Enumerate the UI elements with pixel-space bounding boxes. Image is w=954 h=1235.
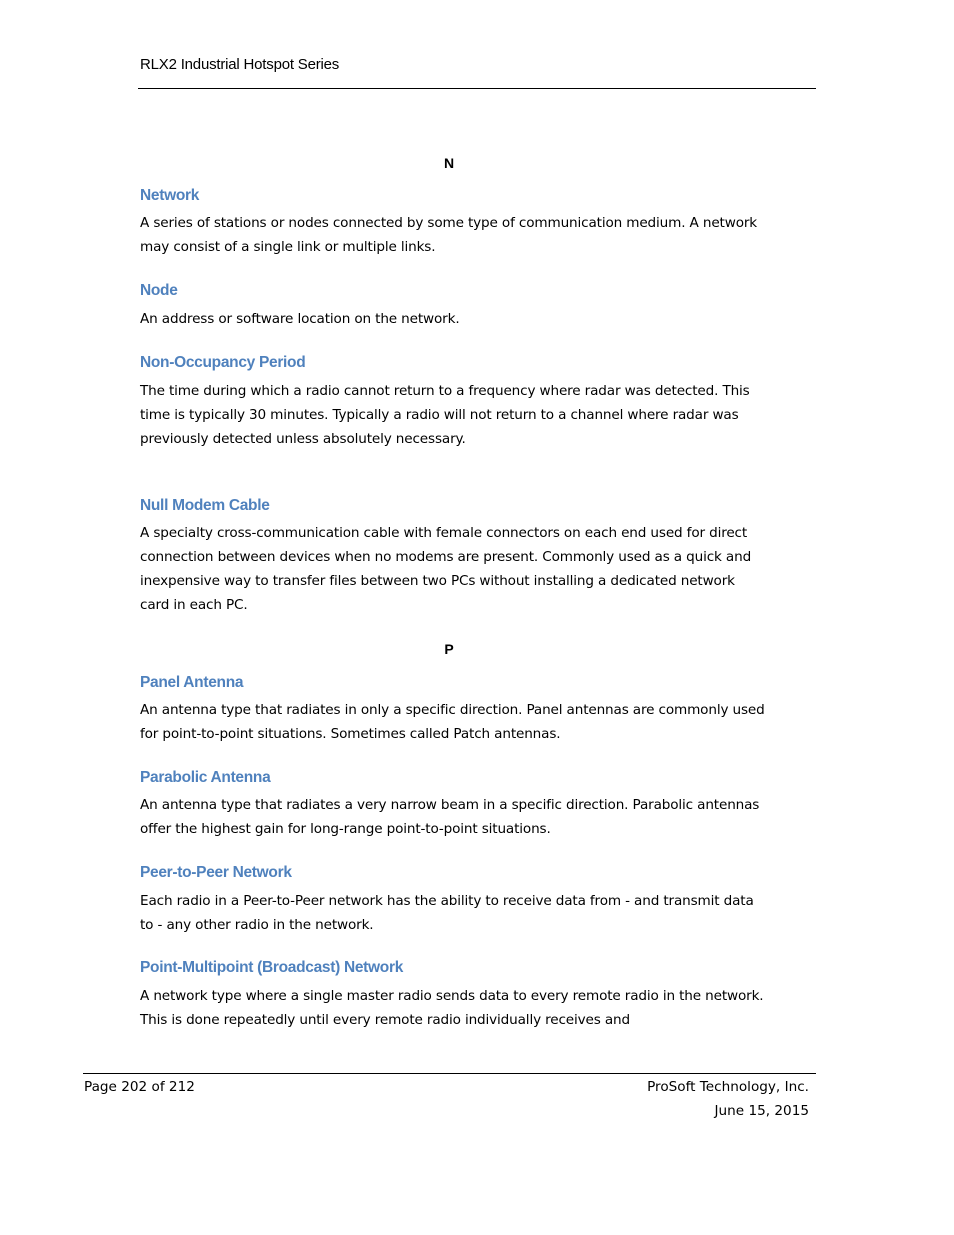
glossary-definition: An antenna type that radiates a very narrow beam in a specific direction. Parabolic antennas offer the highest gain for long-range point-to-point situations. (140, 797, 760, 837)
glossary-definition: An address or software location on the network. (140, 311, 460, 327)
glossary-term: Node (140, 282, 178, 299)
glossary-definition: Each radio in a Peer-to-Peer network has the ability to receive data from - and transmit data to - any other radio in the network. (140, 893, 754, 933)
glossary-term: Non-Occupancy Period (140, 354, 306, 371)
glossary-term: Network (140, 187, 200, 204)
glossary-definition: A specialty cross-communication cable with female connectors on each end used for direct connection between devices when no modems are present. Commonly used as a quick and inexpensive way to transfer files between two PCs without installing a dedicated network card in each PC. (140, 525, 752, 613)
glossary-definition: An antenna type that radiates in only a specific direction. Panel antennas are commonly used for point-to-point situations. Sometimes called Patch antennas. (140, 702, 765, 742)
company-name: ProSoft Technology, Inc. (647, 1079, 809, 1095)
section-letter-p: P (444, 641, 454, 657)
page-number: Page 202 of 212 (84, 1079, 195, 1095)
glossary-term: Point-Multipoint (Broadcast) Network (140, 959, 404, 976)
glossary-term: Null Modem Cable (140, 497, 270, 514)
section-letter-n: N (443, 155, 455, 171)
glossary-definition: A network type where a single master radio sends data to every remote radio in the network. This is done repeatedly until every remote radio individually receives and (140, 988, 764, 1028)
glossary-term: Panel Antenna (140, 674, 244, 691)
footer-divider (83, 1073, 816, 1074)
glossary-term: Parabolic Antenna (140, 769, 271, 786)
footer-info (647, 1075, 809, 1123)
publication-date: June 15, 2015 (714, 1103, 809, 1119)
glossary-definition: A series of stations or nodes connected by some type of communication medium. A network may consist of a single link or multiple links. (140, 215, 758, 255)
glossary-definition: The time during which a radio cannot return to a frequency where radar was detected. This time is typically 30 minutes. Typically a radio will not return to a channel where radar was previously detected unless absolutely necessary. (140, 383, 750, 447)
header-divider (138, 88, 816, 89)
glossary-term: Peer-to-Peer Network (140, 864, 292, 881)
document-title: RLX2 Industrial Hotspot Series (140, 56, 340, 73)
